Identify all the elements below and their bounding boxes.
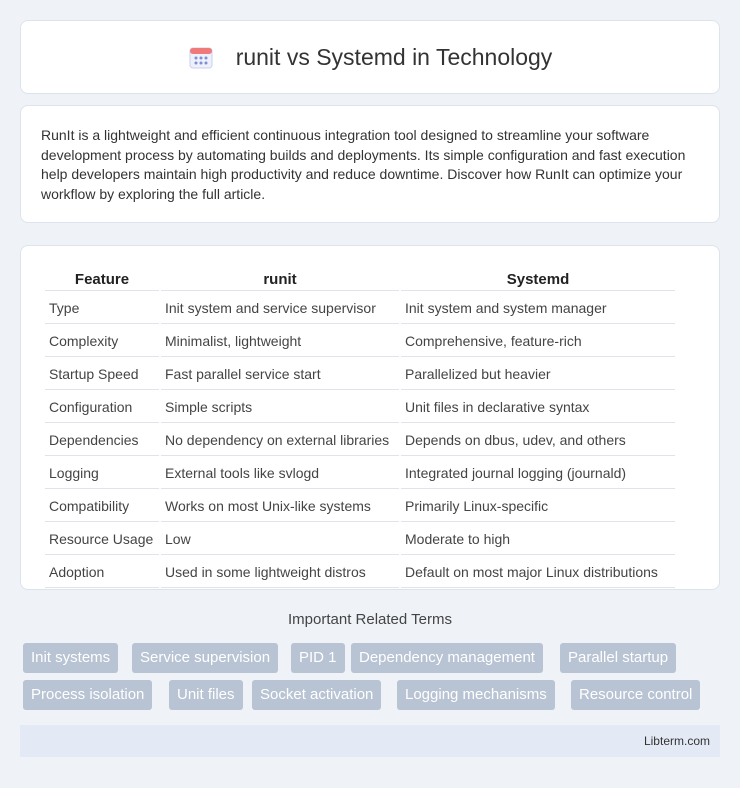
cell-runit: Low [161, 524, 399, 555]
related-term-tag[interactable]: Dependency management [351, 643, 543, 673]
intro-text: RunIt is a lightweight and efficient continuous integration tool designed to streamline your software development process by automating builds and deployments. Its simple configuration and fast execution help developers maintain high productivity and reduce downtime. Discover how RunIt can optimize your workflow by exploring the full article. [41, 127, 686, 202]
cell-runit: Used in some lightweight distros [161, 557, 399, 588]
cell-feature: Logging [45, 458, 159, 489]
related-term-tag[interactable]: Resource control [571, 680, 700, 710]
related-term-tag[interactable]: Init systems [23, 643, 118, 673]
header-systemd: Systemd [401, 268, 675, 291]
cell-runit: External tools like svlogd [161, 458, 399, 489]
cell-systemd: Parallelized but heavier [401, 359, 675, 390]
cell-systemd: Moderate to high [401, 524, 675, 555]
related-term-tag[interactable]: Service supervision [132, 643, 278, 673]
cell-systemd: Default on most major Linux distributions [401, 557, 675, 588]
cell-systemd: Unit files in declarative syntax [401, 392, 675, 423]
cell-feature: Adoption [45, 557, 159, 588]
cell-runit: No dependency on external libraries [161, 425, 399, 456]
related-term-tag[interactable]: PID 1 [291, 643, 345, 673]
table-header-row [45, 268, 675, 291]
related-term-tag[interactable]: Socket activation [252, 680, 381, 710]
cell-systemd: Integrated journal logging (journald) [401, 458, 675, 489]
related-term-tag[interactable]: Process isolation [23, 680, 152, 710]
cell-runit: Fast parallel service start [161, 359, 399, 390]
cell-runit: Minimalist, lightweight [161, 326, 399, 357]
table-row [45, 491, 675, 522]
cell-feature: Dependencies [45, 425, 159, 456]
table-row [45, 425, 675, 456]
cell-feature: Compatibility [45, 491, 159, 522]
table-row [45, 557, 675, 588]
related-term-tag[interactable]: Parallel startup [560, 643, 676, 673]
table-row [45, 458, 675, 489]
cell-runit: Works on most Unix-like systems [161, 491, 399, 522]
header-feature: Feature [45, 268, 159, 291]
comparison-card [20, 245, 720, 590]
cell-systemd: Depends on dbus, udev, and others [401, 425, 675, 456]
table-row [45, 293, 675, 324]
table-row [45, 524, 675, 555]
footer [20, 725, 720, 757]
cell-systemd: Primarily Linux-specific [401, 491, 675, 522]
table-row [45, 392, 675, 423]
calendar-icon [188, 44, 214, 70]
comparison-table [43, 266, 677, 590]
cell-runit: Simple scripts [161, 392, 399, 423]
cell-systemd: Comprehensive, feature-rich [401, 326, 675, 357]
cell-runit: Init system and service supervisor [161, 293, 399, 324]
header-card [20, 20, 720, 94]
page-title: runit vs Systemd in Technology [235, 43, 553, 70]
cell-feature: Complexity [45, 326, 159, 357]
intro-card [20, 105, 720, 223]
related-terms-title: Important Related Terms [288, 611, 452, 628]
table-row [45, 359, 675, 390]
cell-feature: Startup Speed [45, 359, 159, 390]
cell-feature: Type [45, 293, 159, 324]
related-term-tag[interactable]: Unit files [169, 680, 243, 710]
cell-feature: Resource Usage [45, 524, 159, 555]
header-runit: runit [161, 268, 399, 291]
cell-systemd: Init system and system manager [401, 293, 675, 324]
related-term-tag[interactable]: Logging mechanisms [397, 680, 555, 710]
footer-link[interactable]: Libterm.com [643, 734, 710, 748]
table-row [45, 326, 675, 357]
cell-feature: Configuration [45, 392, 159, 423]
